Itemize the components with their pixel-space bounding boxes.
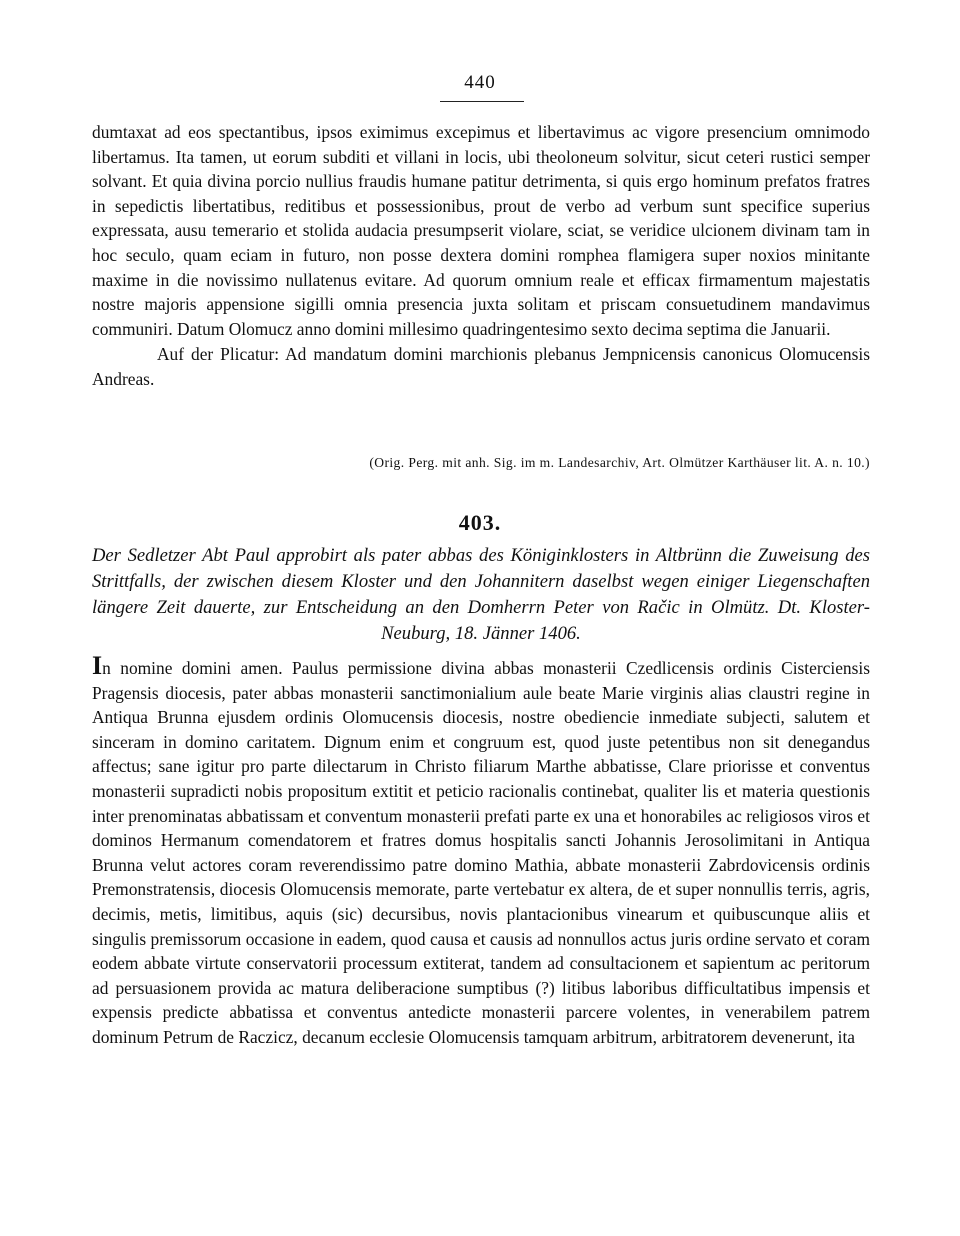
document-number: 403. [458,510,502,535]
document-body [92,653,870,1050]
plicatur-note: Auf der Plicatur: Ad mandatum domini marchionis plebanus Jempnicensis canonicus Olomucensis Andreas. [92,344,870,389]
closing-text [92,120,870,392]
closing-paragraph: dumtaxat ad eos spectantibus, ipsos eximimus excepimus et libertavimus ac vigore presencium omnimodo libertamus. Ita tamen, ut eorum subditi et villani in locis, ubi theoloneum solvitur, sicut ceteri rustici semper solvant. Et quia divina porcio nullius fraudis humane patitur detrimenta, si quis ergo hominum prefatos fratres in sepedictis libertatibus, reditibus et possessionibus, prout de verbo ad verbum sunt specifice superius expressata, ausu temerario et stolida audacia presumpserit violare, sciat, se veridice ulcionem divinam tam in hoc seculo, quam eciam in futuro, non posse dextera domini romphea flamigera super noxios minitante maxime in die novissimo nullatenus evitare. Ad quorum omnium reale et efficax firmamentum majestatis nostre majoris appensione sigilli omnia presencia juxta solitam et priscam consuetudinem mandavimus communiri. Datum Olomucz anno domini millesimo quadringentesimo sexto decima septima die Januarii. [92,122,870,339]
initial-letter: I [92,651,103,680]
document-regest: Der Sedletzer Abt Paul approbirt als pater abbas des Königinklosters in Altbrünn die Zuweisung des Strittfalls, der zwischen diesem Kloster und den Johannitern daselbst wegen einiger Liegenschaften längere Zeit dauerte, zur Entscheidung an den Domherrn Peter von Račic in Olmütz. Dt. Kloster-Neuburg, 18. Jänner 1406. [92,545,870,644]
source-citation: (Orig. Perg. mit anh. Sig. im m. Landesarchiv, Art. Olmützer Karthäuser lit. A. n. 10.) [369,455,870,470]
page-number-rule [440,101,524,102]
document-text: n nomine domini amen. Paulus permissione divina abbas monasterii Czedlicensis ordinis Cisterciensis Pragensis diocesis, pater abbas monasterii sanctimonialium aule beate Marie virginis alias claustri regine in Antiqua Brunna ejusdem ordinis Olomucensis diocesis, nostre obediencie inmediate subjecti, salutem et sinceram in domino caritatem. Dignum enim et congruum est, quod juste petentibus non sit denegandus affectus; sane igitur pro parte dilectarum in Christo filiarum Marthe abbatisse, Clare priorisse et conventus monasterii supradicti nobis propositum extitit et peticio racionalis continebat, qualiter lis et materia questionis inter prenominatas abbatissam et conventum monasterii prefati parte ex una et honorabiles ac religiosos viros et dominos Hermanum comendatorem et fratres domus hospitalis sancti Johannis Jerosolimitani in Antiqua Brunna velut actores coram reverendissimo patre domino Mathia, abbate monasterii Zabrdovicensis ordinis Premonstratensis, diocesis Olomucensis memorate, parte vertebatur ex altera, de et super nonnullis terris, agris, decimis, metis, limitibus, aquis (sic) decursibus, novis plantacionibus vinearum et quibuscunque aliis et singulis premissorum occasione in eadem, quod causa et causis ad nonnullos actus juris ordine servato et coram eodem abbate virtute conservatorii processum extiterat, tandem ad consultacionem et sapientum ac peritorum ad persuasionem provida ac matura deliberacione sumptibus (?) litibus laboribus difficultatibus impensis et expensis predicte abbatissa et conventus antedicte monasterii parcere volentes, in venerabilem patrem dominum Petrum de Raczicz, decanum ecclesie Olomucensis tamquam arbitrum, arbitratorem devenerunt, ita [92,658,870,1047]
document-paragraph [92,653,870,1050]
page-number: 440 [464,72,496,93]
